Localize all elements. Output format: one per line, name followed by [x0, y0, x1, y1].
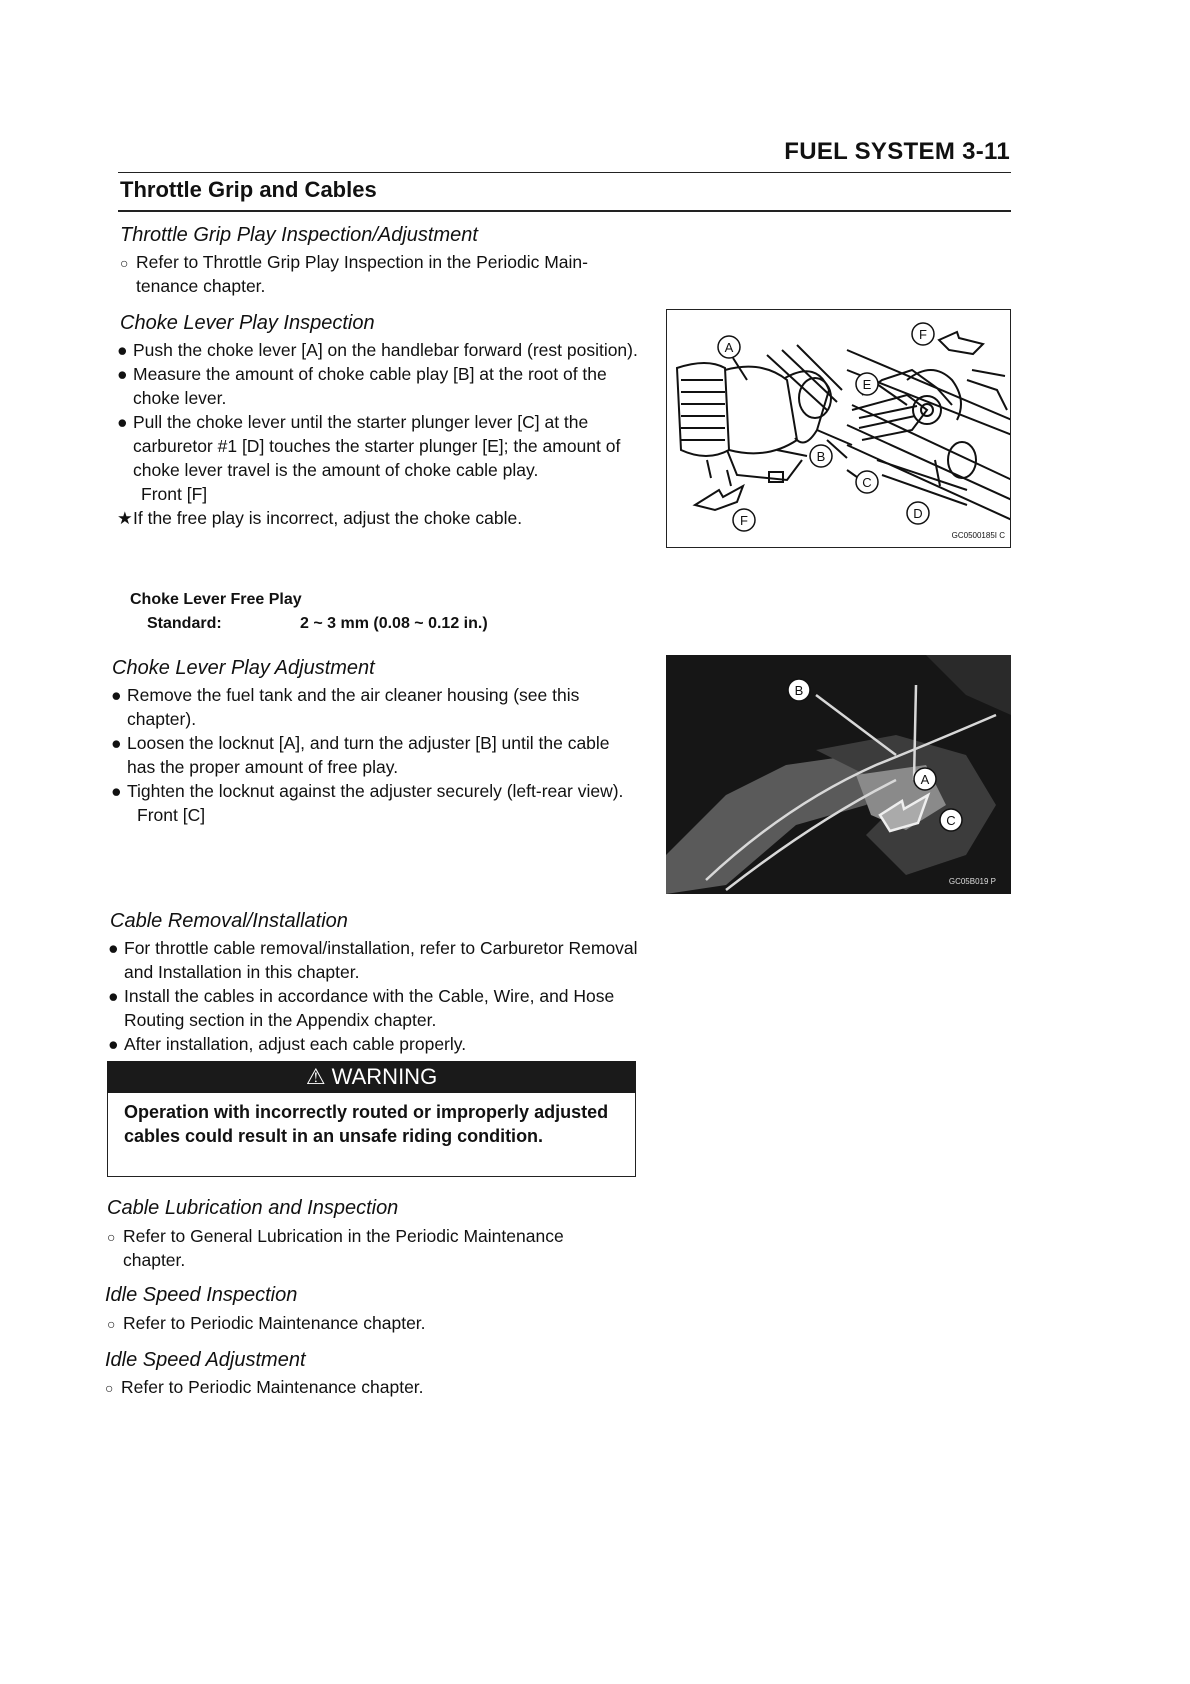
list-item-text: Tighten the locknut against the adjuster securely (left-rear view).: [127, 781, 624, 801]
list-item-text: Install the cables in accordance with the Cable, Wire, and Hose Routing section in the Appendix chapter.: [124, 986, 615, 1030]
list-item: [111, 731, 641, 779]
figure2-label-c: C: [946, 813, 956, 828]
star-icon: ★: [117, 508, 133, 528]
idle-adjustment-heading: Idle Speed Adjustment: [105, 1349, 306, 1371]
warning-icon: ⚠: [305, 1064, 326, 1089]
choke-adjuster-photo-drawing: [666, 655, 1011, 894]
list-item: [108, 1032, 640, 1056]
idle-inspection-item: [107, 1311, 647, 1335]
idle-inspection-line: Refer to Periodic Maintenance chapter.: [123, 1313, 426, 1333]
list-item: [108, 936, 640, 984]
list-item-text: Loosen the locknut [A], and turn the adjuster [B] until the cable has the proper amount of free play.: [127, 733, 610, 777]
warning-header: [107, 1061, 636, 1093]
bullet-marker: ●: [108, 986, 119, 1006]
spec-value: 2 ~ 3 mm (0.08 ~ 0.12 in.): [300, 615, 488, 632]
section-rule: [118, 210, 1011, 212]
throttle-play-heading: Throttle Grip Play Inspection/Adjustment: [120, 224, 478, 246]
choke-adjustment-heading: Choke Lever Play Adjustment: [112, 657, 375, 679]
front-label: Front [C]: [137, 805, 206, 825]
cable-lube-heading: Cable Lubrication and Inspection: [107, 1197, 399, 1219]
note-item: [117, 506, 642, 530]
section-title: Throttle Grip and Cables: [120, 177, 377, 202]
list-item: [117, 410, 642, 482]
figure1-label-d: D: [913, 506, 923, 521]
circle-marker: ○: [120, 255, 129, 271]
circle-marker: ○: [107, 1229, 116, 1245]
bullet-marker: ●: [111, 781, 122, 801]
warning-text: Operation with incorrectly routed or improperly adjusted cables could result in an unsafe riding condition.: [124, 1102, 609, 1146]
figure1-label-c: C: [862, 475, 872, 490]
choke-lever-figure: [666, 309, 1011, 548]
throttle-play-text: [120, 250, 650, 298]
choke-inspection-list: [117, 338, 642, 530]
list-item-text: Remove the fuel tank and the air cleaner housing (see this chapter).: [127, 685, 580, 729]
idle-adjustment-text: [105, 1375, 645, 1399]
front-label: Front [F]: [141, 484, 208, 504]
choke-adjustment-list: [111, 683, 641, 827]
list-item-text: Measure the amount of choke cable play [B] at the root of the choke lever.: [133, 364, 607, 408]
list-item: [111, 779, 641, 803]
throttle-play-item: [120, 250, 650, 274]
cable-lube-line-1: Refer to General Lubrication in the Periodic Maintenance: [123, 1226, 564, 1246]
bullet-marker: ●: [117, 364, 128, 384]
idle-adjustment-line: Refer to Periodic Maintenance chapter.: [121, 1377, 424, 1397]
figure1-label-f-bottom: F: [740, 513, 748, 528]
spec-title: Choke Lever Free Play: [130, 591, 302, 608]
figure1-label-a: A: [724, 340, 734, 355]
throttle-play-line-1: Refer to Throttle Grip Play Inspection in the Periodic Main-: [136, 252, 588, 272]
cable-lube-line-2: chapter.: [123, 1250, 186, 1270]
list-item: [111, 683, 641, 731]
choke-inspection-heading: Choke Lever Play Inspection: [120, 312, 375, 334]
idle-inspection-text: [107, 1311, 647, 1335]
circle-marker: ○: [107, 1316, 116, 1332]
figure1-label-f-top: F: [919, 327, 927, 342]
figure1-label-e: E: [862, 377, 872, 392]
cable-removal-heading: Cable Removal/Installation: [110, 910, 348, 932]
bullet-marker: ●: [108, 1034, 119, 1054]
throttle-play-line-2: tenance chapter.: [136, 276, 266, 296]
circle-marker: ○: [105, 1380, 114, 1396]
header-rule: [118, 172, 1011, 173]
list-item-text: Pull the choke lever until the starter plunger lever [C] at the carburetor #1 [D] touches the starter plunger [E]; the amount of choke lever travel is the amount of choke cable play.: [133, 412, 621, 480]
list-item-text: Push the choke lever [A] on the handlebar forward (rest position).: [133, 340, 638, 360]
idle-adjustment-item: [105, 1375, 645, 1399]
choke-adjuster-photo: [666, 655, 1011, 894]
figure1-label-b: B: [816, 449, 826, 464]
figure2-label-b: B: [794, 683, 804, 698]
spec-label: Standard:: [147, 615, 222, 632]
choke-lever-drawing: [667, 310, 1011, 548]
list-item: [108, 984, 640, 1032]
spec-table: [130, 588, 630, 636]
list-item-text: After installation, adjust each cable properly.: [124, 1034, 467, 1054]
bullet-marker: ●: [117, 340, 128, 360]
bullet-marker: ●: [111, 685, 122, 705]
bullet-marker: ●: [117, 412, 128, 432]
list-item: [117, 362, 642, 410]
note-text: If the free play is incorrect, adjust the choke cable.: [133, 508, 523, 528]
bullet-marker: ●: [111, 733, 122, 753]
figure2-code: GC05B019 P: [948, 877, 996, 886]
cable-lube-item: [107, 1224, 647, 1248]
cable-lube-text: [107, 1224, 647, 1272]
figure2-label-a: A: [920, 772, 930, 787]
idle-inspection-heading: Idle Speed Inspection: [105, 1284, 298, 1306]
bullet-marker: ●: [108, 938, 119, 958]
figure1-code: GC0500185I C: [951, 531, 1005, 540]
page-header-title: FUEL SYSTEM 3-11: [784, 138, 1010, 165]
warning-title: WARNING: [331, 1064, 438, 1089]
cable-removal-list: [108, 936, 640, 1056]
list-item-text: For throttle cable removal/installation, refer to Carburetor Removal and Installation in this chapter.: [124, 938, 638, 982]
list-item: [117, 338, 642, 362]
